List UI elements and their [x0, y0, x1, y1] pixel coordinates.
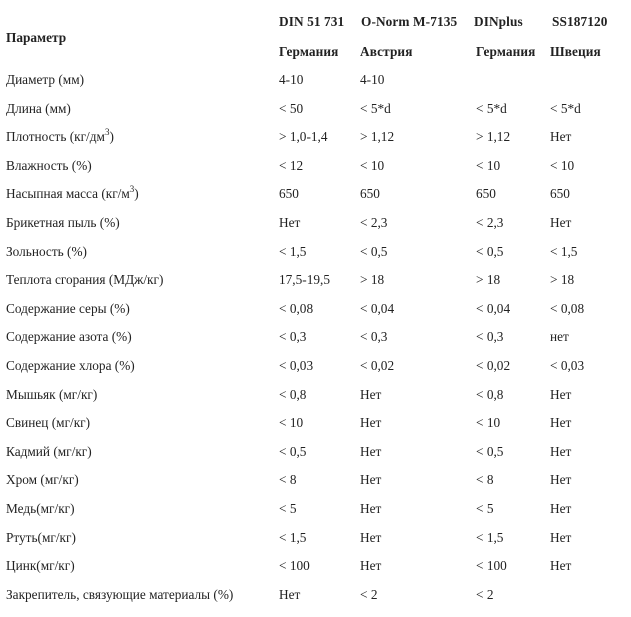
row-value-col-2: Нет [360, 558, 382, 573]
row-value-col-4: < 10 [550, 158, 575, 173]
row-label: Мышьяк (мг/кг) [6, 387, 98, 402]
row-value-col-1: > 1,0-1,4 [279, 129, 328, 144]
row-value-col-3: < 8 [476, 472, 494, 487]
table-row [0, 101, 631, 121]
row-value-col-2: < 2,3 [360, 215, 388, 230]
row-label: Зольность (%) [6, 244, 87, 259]
country-germany-2: Германия [476, 44, 536, 59]
table-row [0, 530, 631, 550]
row-value-col-4: Нет [550, 530, 572, 545]
row-value-col-1: Нет [279, 215, 301, 230]
table-row [0, 158, 631, 178]
row-value-col-4: Нет [550, 415, 572, 430]
row-label: Свинец (мг/кг) [6, 415, 91, 430]
row-value-col-3: < 0,04 [476, 301, 511, 316]
row-value-col-1: < 0,3 [279, 329, 307, 344]
country-austria: Австрия [360, 44, 413, 59]
row-value-col-4: > 18 [550, 272, 575, 287]
row-label: Кадмий (мг/кг) [6, 444, 92, 459]
table-row [0, 472, 631, 492]
row-label-text: Насыпная масса (кг/м [6, 186, 130, 201]
row-value-col-1: < 12 [279, 158, 304, 173]
table-row [0, 501, 631, 521]
row-value-col-2: < 0,04 [360, 301, 395, 316]
row-value-col-4: < 0,03 [550, 358, 585, 373]
row-value-col-3: < 0,8 [476, 387, 504, 402]
row-value-col-1: < 100 [279, 558, 310, 573]
row-value-col-4: 650 [550, 186, 570, 201]
table-row [0, 387, 631, 407]
row-value-col-3: < 1,5 [476, 530, 504, 545]
row-value-col-3: < 0,02 [476, 358, 511, 373]
row-value-col-1: < 50 [279, 101, 304, 116]
table-row [0, 558, 631, 578]
row-value-col-3: < 0,5 [476, 444, 504, 459]
row-value-col-3: < 5 [476, 501, 494, 516]
row-value-col-1: 17,5-19,5 [279, 272, 330, 287]
row-value-col-4: < 1,5 [550, 244, 578, 259]
row-label: Хром (мг/кг) [6, 472, 79, 487]
table-row [0, 329, 631, 349]
table-row [0, 587, 631, 607]
table-row [0, 358, 631, 378]
row-label: Содержание хлора (%) [6, 358, 135, 373]
row-value-col-3: 650 [476, 186, 496, 201]
row-value-col-4: Нет [550, 501, 572, 516]
row-value-col-1: 650 [279, 186, 299, 201]
row-value-col-4: Нет [550, 215, 572, 230]
row-value-col-3: > 18 [476, 272, 501, 287]
row-value-col-1: 4-10 [279, 72, 304, 87]
row-value-col-2: < 2 [360, 587, 378, 602]
row-label: Содержание серы (%) [6, 301, 130, 316]
row-value-col-1: < 5 [279, 501, 297, 516]
row-value-col-2: 4-10 [360, 72, 385, 87]
table-row [0, 272, 631, 292]
row-value-col-1: < 10 [279, 415, 304, 430]
table-row [0, 183, 631, 206]
row-label-text: Плотность (кг/дм [6, 129, 105, 144]
row-label-superscript: 3 [129, 183, 135, 194]
row-value-col-2: < 0,5 [360, 244, 388, 259]
row-label: Медь(мг/кг) [6, 501, 75, 516]
row-label [6, 126, 114, 145]
row-value-col-1: < 0,5 [279, 444, 307, 459]
row-value-col-3: < 2 [476, 587, 494, 602]
row-value-col-4: Нет [550, 129, 572, 144]
table-row [0, 244, 631, 264]
row-value-col-2: Нет [360, 472, 382, 487]
row-label: Ртуть(мг/кг) [6, 530, 76, 545]
row-value-col-2: < 10 [360, 158, 385, 173]
row-value-col-1: Нет [279, 587, 301, 602]
row-value-col-4: Нет [550, 444, 572, 459]
table-row [0, 415, 631, 435]
row-label: Содержание азота (%) [6, 329, 132, 344]
row-label: Закрепитель, связующие материалы (%) [6, 587, 234, 602]
row-value-col-2: Нет [360, 530, 382, 545]
row-value-col-2: Нет [360, 501, 382, 516]
row-value-col-1: < 0,08 [279, 301, 314, 316]
table-row [0, 72, 631, 92]
row-label-superscript: 3 [104, 126, 110, 137]
row-value-col-3: < 100 [476, 558, 507, 573]
country-germany-1: Германия [279, 44, 339, 59]
row-value-col-1: < 1,5 [279, 244, 307, 259]
row-value-col-4: < 0,08 [550, 301, 585, 316]
row-value-col-2: < 0,3 [360, 329, 388, 344]
row-label: Цинк(мг/кг) [6, 558, 75, 573]
param-header: Параметр [6, 30, 67, 45]
country-sweden: Швеция [550, 44, 601, 59]
row-value-col-3: < 0,5 [476, 244, 504, 259]
row-label-suffix: ) [134, 186, 139, 201]
row-value-col-2: Нет [360, 444, 382, 459]
table-row [0, 301, 631, 321]
row-label: Диаметр (мм) [6, 72, 85, 87]
row-value-col-3: < 5*d [476, 101, 507, 116]
row-value-col-3: < 10 [476, 158, 501, 173]
row-value-col-3: > 1,12 [476, 129, 511, 144]
row-value-col-2: < 0,02 [360, 358, 395, 373]
standard-dinplus: DINplus [474, 14, 523, 29]
row-label: Теплота сгорания (МДж/кг) [6, 272, 164, 287]
row-value-col-2: > 1,12 [360, 129, 395, 144]
table-row [0, 215, 631, 235]
row-label: Влажность (%) [6, 158, 92, 173]
table-row [0, 444, 631, 464]
row-value-col-4: Нет [550, 558, 572, 573]
row-value-col-2: 650 [360, 186, 380, 201]
row-value-col-1: < 0,8 [279, 387, 307, 402]
row-value-col-1: < 1,5 [279, 530, 307, 545]
standard-onorm-m7135: O-Norm M-7135 [361, 14, 458, 29]
row-value-col-2: Нет [360, 387, 382, 402]
row-value-col-2: Нет [360, 415, 382, 430]
row-value-col-1: < 0,03 [279, 358, 314, 373]
row-value-col-4: < 5*d [550, 101, 581, 116]
row-label: Длина (мм) [6, 101, 71, 116]
row-value-col-4: Нет [550, 472, 572, 487]
row-value-col-3: < 10 [476, 415, 501, 430]
row-value-col-2: > 18 [360, 272, 385, 287]
table-row [0, 126, 631, 149]
row-label-suffix: ) [109, 129, 114, 144]
row-label: Брикетная пыль (%) [6, 215, 120, 230]
row-value-col-2: < 5*d [360, 101, 391, 116]
row-value-col-1: < 8 [279, 472, 297, 487]
standard-ss187120: SS187120 [552, 14, 608, 29]
row-value-col-4: нет [550, 329, 569, 344]
row-value-col-3: < 2,3 [476, 215, 504, 230]
row-value-col-3: < 0,3 [476, 329, 504, 344]
standard-din-51731: DIN 51 731 [279, 14, 345, 29]
row-value-col-4: Нет [550, 387, 572, 402]
row-label [6, 183, 139, 202]
